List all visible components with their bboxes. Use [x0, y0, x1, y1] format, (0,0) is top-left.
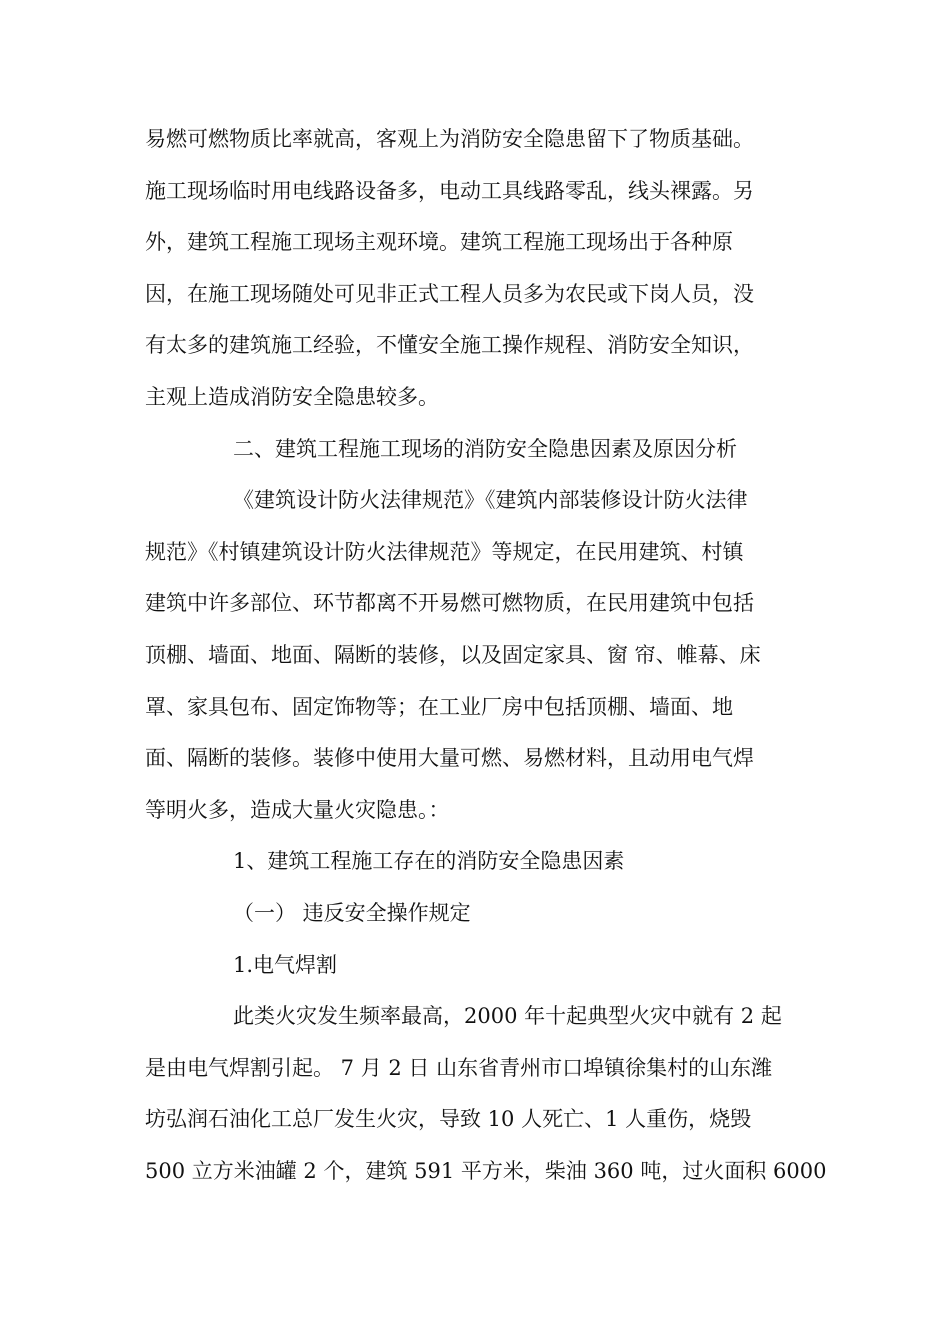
text-line: 500 立方米油罐 2 个，建筑 591 平方米，柴油 360 吨，过火面积 6000 — [145, 1158, 827, 1183]
text-line: 坊弘润石油化工总厂发生火灾，导致 10 人死亡、1 人重伤，烧毁 — [145, 1107, 752, 1132]
text-line: 《建筑设计防火法律规范》《建筑内部装修设计防火法律 — [233, 488, 748, 513]
text-line: 因，在施工现场随处可见非正式工程人员多为农民或下岗人员，没 — [145, 281, 754, 306]
body-text — [145, 114, 827, 1197]
text-line: 罩、家具包布、固定饰物等；在工业厂房中包括顶棚、墙面、地 — [145, 694, 733, 719]
text-line: 建筑中许多部位、环节都离不开易燃可燃物质，在民用建筑中包括 — [145, 591, 754, 616]
text-line: 此类火灾发生频率最高，2000 年十起典型火灾中就有 2 起 — [233, 1004, 782, 1029]
text-line: 易燃可燃物质比率就高，客观上为消防安全隐患留下了物质基础。 — [145, 127, 754, 151]
text-line: 是由电气焊割引起。 7 月 2 日 山东省青州市口埠镇徐集村的山东潍 — [145, 1055, 773, 1080]
text-line: 等明火多，造成大量火灾隐患。： — [145, 797, 450, 822]
text-line: 二、建筑工程施工现场的消防安全隐患因素及原因分析 — [233, 436, 737, 461]
text-line: （一） 违反安全操作规定 — [233, 900, 471, 925]
text-line: 面、隔断的装修。装修中使用大量可燃、易燃材料，且动用电气焊 — [145, 746, 754, 771]
text-line: 1.电气焊割 — [233, 952, 338, 977]
text-line: 主观上造成消防安全隐患较多。 — [145, 384, 439, 409]
text-line: 有太多的建筑施工经验，不懂安全施工操作规程、消防安全知识， — [145, 333, 754, 358]
text-line: 顶棚、墙面、地面、隔断的装修，以及固定家具、窗 帘、帷幕、床 — [145, 642, 761, 667]
text-line: 1、建筑工程施工存在的消防安全隐患因素 — [233, 849, 625, 874]
text-line: 外，建筑工程施工现场主观环境。建筑工程施工现场出于各种原 — [145, 230, 733, 255]
text-line: 施工现场临时用电线路设备多，电动工具线路零乱，线头裸露。另 — [145, 178, 754, 203]
text-line: 规范》《村镇建筑设计防火法律规范》等规定，在民用建筑、村镇 — [145, 539, 744, 564]
